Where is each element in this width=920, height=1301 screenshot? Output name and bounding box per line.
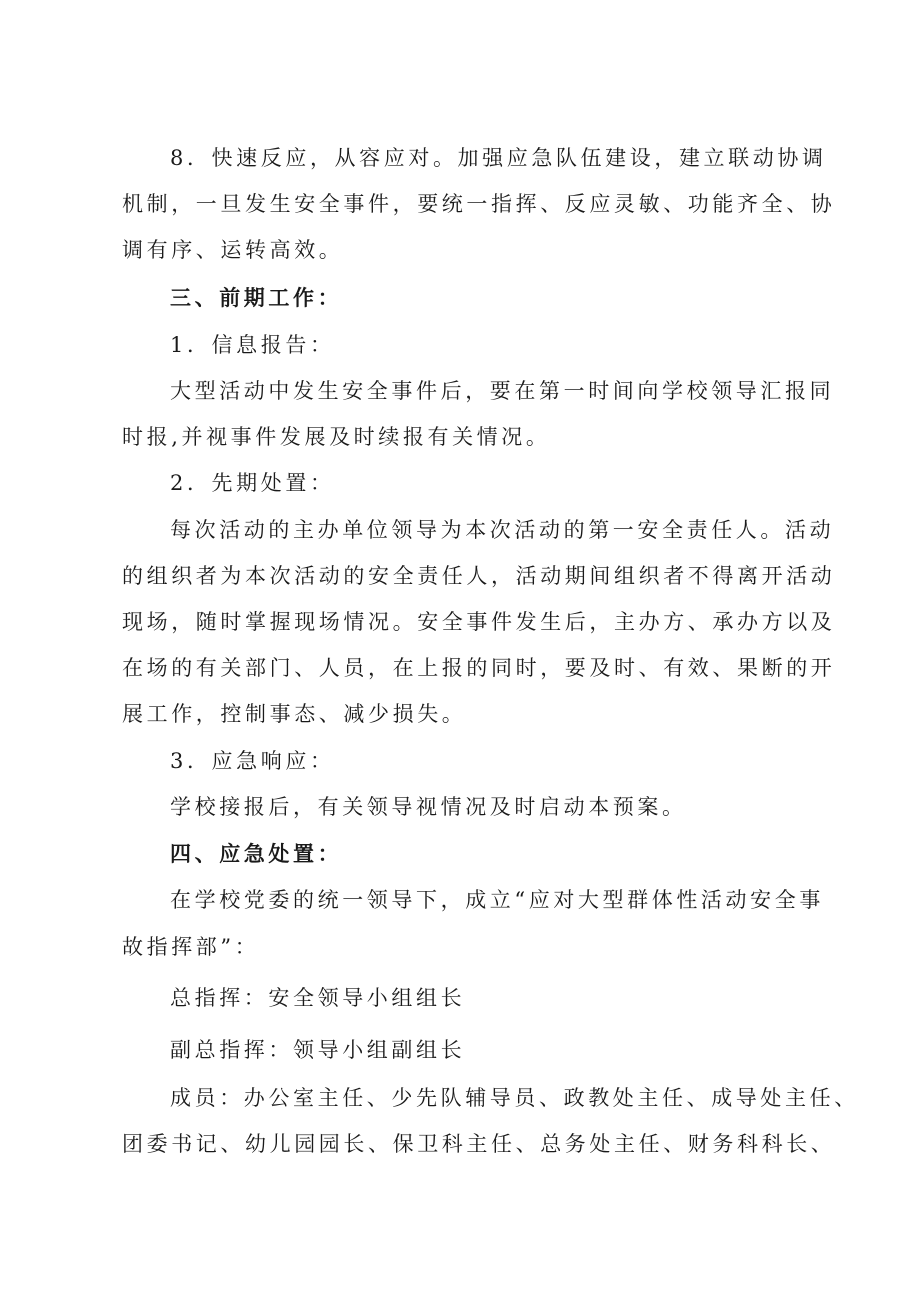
heading-preliminary-work: 三、前期工作： <box>170 285 343 310</box>
command-para-line-1: 在学校党委的统一领导下，成立“应对大型群体性活动安全事 <box>170 888 824 912</box>
item-1-line-2: 时报,并视事件发展及时续报有关情况。 <box>122 425 551 449</box>
item-2-line-1: 每次活动的主办单位领导为本次活动的第一安全责任人。活动 <box>170 518 835 542</box>
command-para-line-2: 故指挥部”： <box>122 935 260 959</box>
section-8-line-2: 机制，一旦发生安全事件，要统一指挥、反应灵敏、功能齐全、协 <box>122 192 836 216</box>
item-3-line-1: 学校接报后，有关领导视情况及时启动本预案。 <box>170 795 687 819</box>
item-2-line-2: 的组织者为本次活动的安全责任人，活动期间组织者不得离开活动 <box>122 564 836 588</box>
item-1-title: 1．信息报告： <box>170 333 335 357</box>
item-2-line-5: 展工作，控制事态、减少损失。 <box>122 702 467 726</box>
item-2-line-4: 在场的有关部门、人员，在上报的同时，要及时、有效、果断的开 <box>122 656 836 680</box>
item-2-line-3: 现场，随时掌握现场情况。安全事件发生后，主办方、承办方以及 <box>122 610 836 634</box>
item-3-title: 3．应急响应： <box>170 749 335 773</box>
item-2-title: 2．先期处置： <box>170 471 335 495</box>
members-line-2: 团委书记、幼儿园园长、保卫科主任、总务处主任、财务科科长、 <box>122 1132 836 1156</box>
section-8-line-1: 8．快速反应，从容应对。加强应急队伍建设，建立联动协调 <box>170 146 827 170</box>
heading-emergency-response: 四、应急处置： <box>170 841 343 866</box>
item-1-line-1: 大型活动中发生安全事件后，要在第一时间向学校领导汇报同 <box>170 379 835 403</box>
deputy-commander: 副总指挥：领导小组副组长 <box>170 1038 466 1062</box>
section-8-line-3: 调有序、运转高效。 <box>122 238 344 262</box>
chief-commander: 总指挥：安全领导小组组长 <box>170 986 466 1010</box>
members-line-1: 成员：办公室主任、少先队辅导员、政教处主任、成导处主任、 <box>170 1086 859 1110</box>
